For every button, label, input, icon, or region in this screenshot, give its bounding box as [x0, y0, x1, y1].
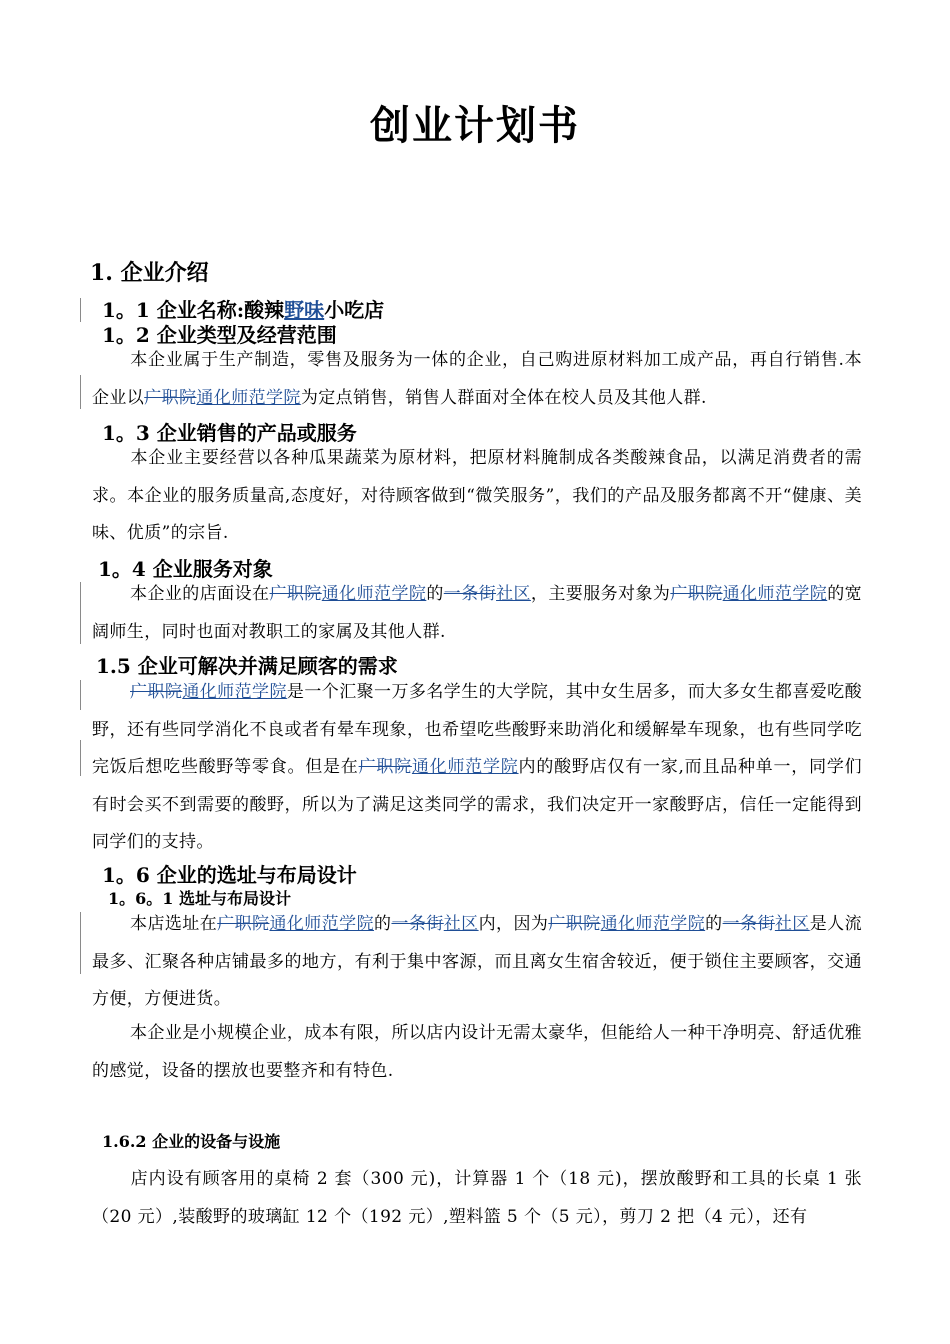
section-1-heading: 1. 企业介绍	[90, 260, 209, 286]
section-1-6-1-paragraph-2	[92, 1015, 862, 1090]
deleted-text: 一条街	[722, 914, 775, 934]
deleted-text: 广职院	[130, 682, 183, 702]
section-1-3-heading: 1。3 企业销售的产品或服务	[102, 421, 357, 445]
deleted-text: 一条街	[443, 584, 497, 604]
deleted-text: 广职院	[269, 584, 322, 604]
section-1-2-paragraph	[92, 342, 862, 417]
body-text: 是人流最多、汇聚各种店铺最多的地方，有利于集中客源，而且离女生宿舍较近，便于锁住主要顾客，交通方便，方便进货。	[92, 914, 862, 1009]
heading-text: 小吃店	[324, 298, 385, 322]
section-1-4-heading: 1。4 企业服务对象	[98, 557, 273, 581]
body-text: 本店选址在	[130, 914, 218, 934]
body-text: ，主要服务对象为	[530, 584, 671, 604]
body-text: 本企业主要经营以各种瓜果蔬菜为原材料，把原材料腌制成各类酸辣食品，以满足消费者的需求。本企业的服务质量高,态度好，对待顾客做到“微笑服务”，我们的产品及服务都离不开“健康、美味、优质”的宗旨.	[92, 448, 862, 543]
body-text: 的	[374, 914, 392, 934]
inserted-text: 社区	[443, 914, 479, 934]
inserted-text: 通化师范学院	[600, 914, 706, 934]
section-1-3-paragraph	[92, 440, 862, 553]
section-1-6-heading: 1。6 企业的选址与布局设计	[102, 863, 357, 887]
section-1-2-heading: 1。2 企业类型及经营范围	[102, 323, 337, 347]
body-text: 内，因为	[478, 914, 549, 934]
revision-bar	[80, 680, 81, 710]
body-text: 本企业是小规模企业，成本有限，所以店内设计无需太豪华，但能给人一种干净明亮、舒适优雅的感觉，设备的摆放也要整齐和有特色.	[92, 1023, 862, 1081]
body-text: 的宽阔师生，同时也面对教职工的家属及其他人群.	[92, 584, 863, 642]
section-1-5-paragraph	[92, 674, 862, 862]
inserted-text: 通化师范学院	[196, 387, 301, 408]
deleted-text: 广职院	[548, 914, 601, 934]
section-1-1-heading	[102, 296, 384, 324]
deleted-text: 广职院	[670, 584, 723, 604]
deleted-text: 广职院	[144, 387, 197, 408]
revision-bar	[80, 740, 81, 776]
inserted-text: 通化师范学院	[269, 914, 375, 934]
body-text: 本企业的店面设在	[130, 584, 270, 604]
heading-text: 1。1 企业名称:酸辣	[102, 298, 285, 322]
revision-bar	[80, 298, 81, 322]
section-1-5-heading: 1.5 企业可解决并满足顾客的需求	[96, 654, 398, 678]
body-text: 的	[705, 914, 723, 934]
document-title: 创业计划书	[370, 102, 580, 149]
inserted-text: 社区	[496, 584, 531, 604]
section-1-6-2-paragraph	[92, 1161, 862, 1236]
body-text: 本企业属于生产制造，零售及服务为一体的企业，自己购进原材料加工成产品，再自行销售.本企业以	[92, 350, 862, 408]
body-text: 内的酸野店仅有一家,而且品种单一，同学们有时会买不到需要的酸野，所以为了满足这类同学的需求，我们决定开一家酸野店，信任一定能得到同学们的支持。	[92, 757, 863, 852]
revision-bar	[80, 912, 81, 974]
section-1-6-2-heading: 1.6.2 企业的设备与设施	[102, 1132, 281, 1151]
inserted-text: 通化师范学院	[182, 682, 287, 702]
body-text: 是一个汇聚一万多名学生的大学院，其中女生居多，而大多女生都喜爱吃酸野，还有些同学消化不良或者有晕车现象，也希望吃些酸野来助消化和缓解晕车现象，也有些同学吃完饭后想吃些酸野等零食。但是在	[92, 682, 863, 777]
deleted-text: 广职院	[217, 914, 270, 934]
deleted-text: 广职院	[358, 757, 412, 777]
inserted-text: 通化师范学院	[321, 584, 427, 604]
inserted-text: 社区	[774, 914, 810, 934]
deleted-text: 一条街	[391, 914, 444, 934]
inserted-text: 通化师范学院	[411, 757, 519, 777]
section-1-6-1-paragraph	[92, 906, 862, 1019]
inserted-text: 通化师范学院	[722, 584, 828, 604]
inserted-text: 野味	[284, 298, 325, 322]
revision-bar	[80, 582, 81, 644]
body-text: 的	[426, 584, 444, 604]
section-1-6-1-heading: 1。6。1 选址与布局设计	[108, 889, 291, 908]
revision-bar	[80, 375, 81, 409]
section-1-4-paragraph	[92, 576, 862, 651]
body-text: 店内设有顾客用的桌椅 2 套（300 元)，计算器 1 个（18 元)，摆放酸野和工具的长桌 1 张（20 元）,装酸野的玻璃缸 12 个（192 元）,塑料篮 5 个（5 元），剪刀 2 把（4 元），还有	[92, 1169, 862, 1227]
body-text: 为定点销售，销售人群面对全体在校人员及其他人群.	[300, 387, 707, 408]
